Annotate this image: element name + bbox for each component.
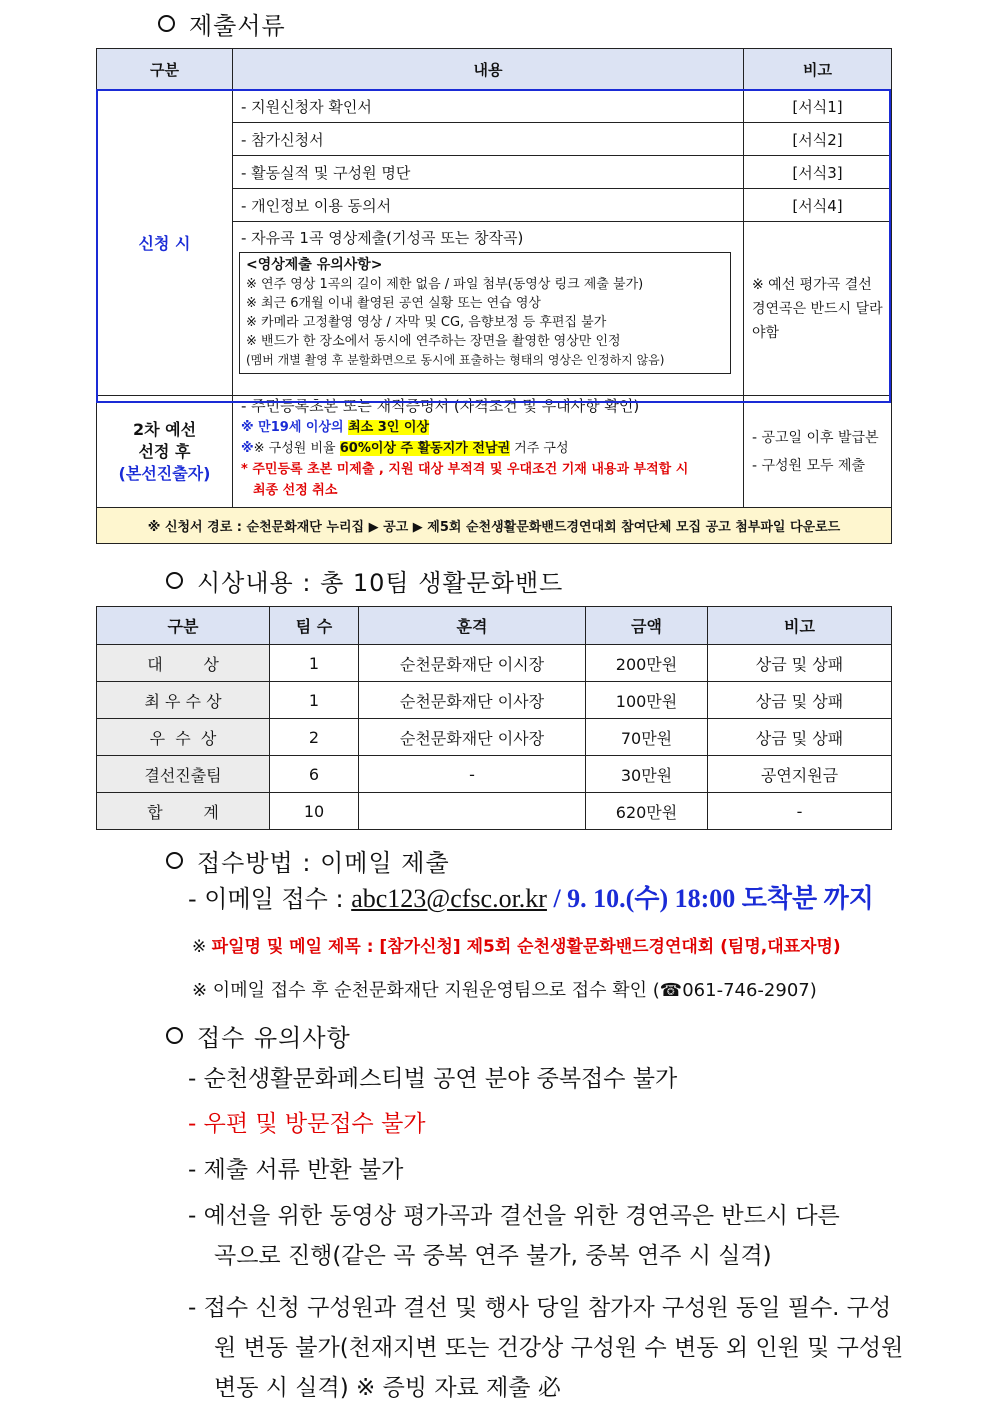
row-content: - 개인정보 이용 동의서: [233, 189, 744, 222]
caution-item: - 예선을 위한 동영상 평가곡과 결선을 위한 경연곡은 반드시 다른 곡으로 진행(같은 곡 중복 연주 불가, 중복 연주 시 실격): [188, 1203, 840, 1269]
circle-bullet-icon: [166, 852, 183, 869]
table-row: 대 상 1 순천문화재단 이시장 200만원 상금 및 상패: [97, 645, 892, 682]
caution-item: - 접수 신청 구성원과 결선 및 행사 당일 참가자 구성원 동일 필수. 구성 원 변동 불가(천재지변 또는 건강상 구성원 수 변동 외 인원 및 구성원 변동 시 실격) ※ 증빙 자료 제출 必: [188, 1295, 904, 1401]
video-notice-line: ※ 연주 영상 1곡의 길이 제한 없음 / 파일 첨부(동영상 링크 제출 불가): [246, 277, 644, 292]
row-content: - 참가신청서: [233, 123, 744, 156]
video-notice-title: <영상제출 유의사항>: [246, 257, 383, 273]
row-content: - 지원신청자 확인서: [233, 90, 744, 123]
header-category: 구분: [97, 607, 270, 645]
row-note: [서식2]: [744, 123, 892, 156]
section-title-documents: 제출서류: [158, 6, 286, 41]
table-row: [97, 90, 892, 123]
section-title-cautions: 접수 유의사항: [166, 1018, 351, 1053]
circle-bullet-icon: [166, 572, 183, 589]
email-link[interactable]: abc123@cfsc.or.kr: [351, 884, 547, 913]
confirm-note: ※ 이메일 접수 후 순천문화재단 지원운영팀으로 접수 확인 (☎061-746-2907): [192, 980, 817, 1001]
awards-table: [96, 606, 892, 830]
row-note: [서식3]: [744, 156, 892, 189]
table-row: 최 우 수 상 1 순천문화재단 이사장 100만원 상금 및 상패: [97, 682, 892, 719]
video-notice-line: ※ 밴드가 한 장소에서 동시에 연주하는 장면을 촬영한 영상만 인정: [246, 334, 621, 349]
header-category: 구분: [97, 49, 233, 90]
table-header-row: [97, 49, 892, 90]
header-teams: 팀 수: [270, 607, 359, 645]
caution-item: - 순천생활문화페스티벌 공연 분야 중복접수 불가: [188, 1066, 678, 1092]
caution-item: - 우편 및 방문접수 불가: [188, 1111, 426, 1137]
second-round-label: 2차 예선 선정 후 (본선진출자): [97, 396, 233, 508]
table-footer-row: [97, 508, 892, 544]
apply-label: 신청 시: [97, 90, 233, 396]
header-note: 비고: [708, 607, 892, 645]
header-note: 비고: [744, 49, 892, 90]
header-content: 내용: [233, 49, 744, 90]
video-note: ※ 예선 평가곡 결선 경연곡은 반드시 달라야함: [744, 222, 892, 396]
row-content: - 활동실적 및 구성원 명단: [233, 156, 744, 189]
video-notice-line: ※ 카메라 고정촬영 영상 / 자막 및 CG, 음향보정 등 후편집 불가: [246, 315, 607, 330]
video-notice-line: ※ 최근 6개월 이내 촬영된 공연 실황 또는 연습 영상: [246, 296, 541, 311]
deadline: / 9. 10.(수) 18:00 도착분 까지: [546, 884, 874, 913]
video-content: - 자유곡 1곡 영상제출(기성곡 또는 창작곡): [241, 229, 524, 247]
video-notice-line: (멤버 개별 촬영 후 분할화면으로 동시에 표출하는 형태의 영상은 인정하지 않음): [246, 353, 665, 367]
row-note: [서식1]: [744, 90, 892, 123]
documents-table: [96, 48, 892, 544]
table-row: 합 계 10 620만원 -: [97, 793, 892, 830]
email-line: - 이메일 접수 : abc123@cfsc.or.kr / 9. 10.(수) 18:00 도착분 까지: [188, 884, 874, 913]
table-row: 우 수 상 2 순천문화재단 이사장 70만원 상금 및 상패: [97, 719, 892, 756]
circle-bullet-icon: [166, 1027, 183, 1044]
table-header-row: [97, 607, 892, 645]
video-cell: [233, 222, 744, 396]
header-amount: 금액: [586, 607, 708, 645]
header-award-title: 훈격: [359, 607, 586, 645]
download-path: ※ 신청서 경로 : 순천문화재단 누리집 ▶ 공고 ▶ 제5회 순천생활문화밴드경연대회 참여단체 모집 공고 첨부파일 다운로드: [97, 508, 892, 544]
section-title-awards: 시상내용 : 총 10팀 생활문화밴드: [166, 563, 563, 598]
second-round-content: - 주민등록초본 또는 재직증명서 (자격조건 및 우대사항 확인) ※ 만19세 이상의 최소 3인 이상 ※※ 구성원 비율 60%이상 주 활동지가 전남권 거주 구성 * 주민등록 초본 미제출 , 지원 대상 부적격 및 우대조건 기재 내용과 부적합 시 최종 선정 취소: [233, 396, 744, 508]
table-row: 결선진출팀 6 - 30만원 공연지원금: [97, 756, 892, 793]
table-row: [97, 396, 892, 508]
circle-bullet-icon: [158, 15, 175, 32]
second-round-note: - 공고일 이후 발급본 - 구성원 모두 제출: [744, 396, 892, 508]
section-title-submission: 접수방법 : 이메일 제출: [166, 843, 450, 878]
row-note: [서식4]: [744, 189, 892, 222]
video-notice-box: [239, 252, 731, 374]
filename-note: ※ 파일명 및 메일 제목 : [참가신청] 제5회 순천생활문화밴드경연대회 (팀명,대표자명): [192, 937, 841, 957]
caution-item: - 제출 서류 반환 불가: [188, 1157, 404, 1183]
